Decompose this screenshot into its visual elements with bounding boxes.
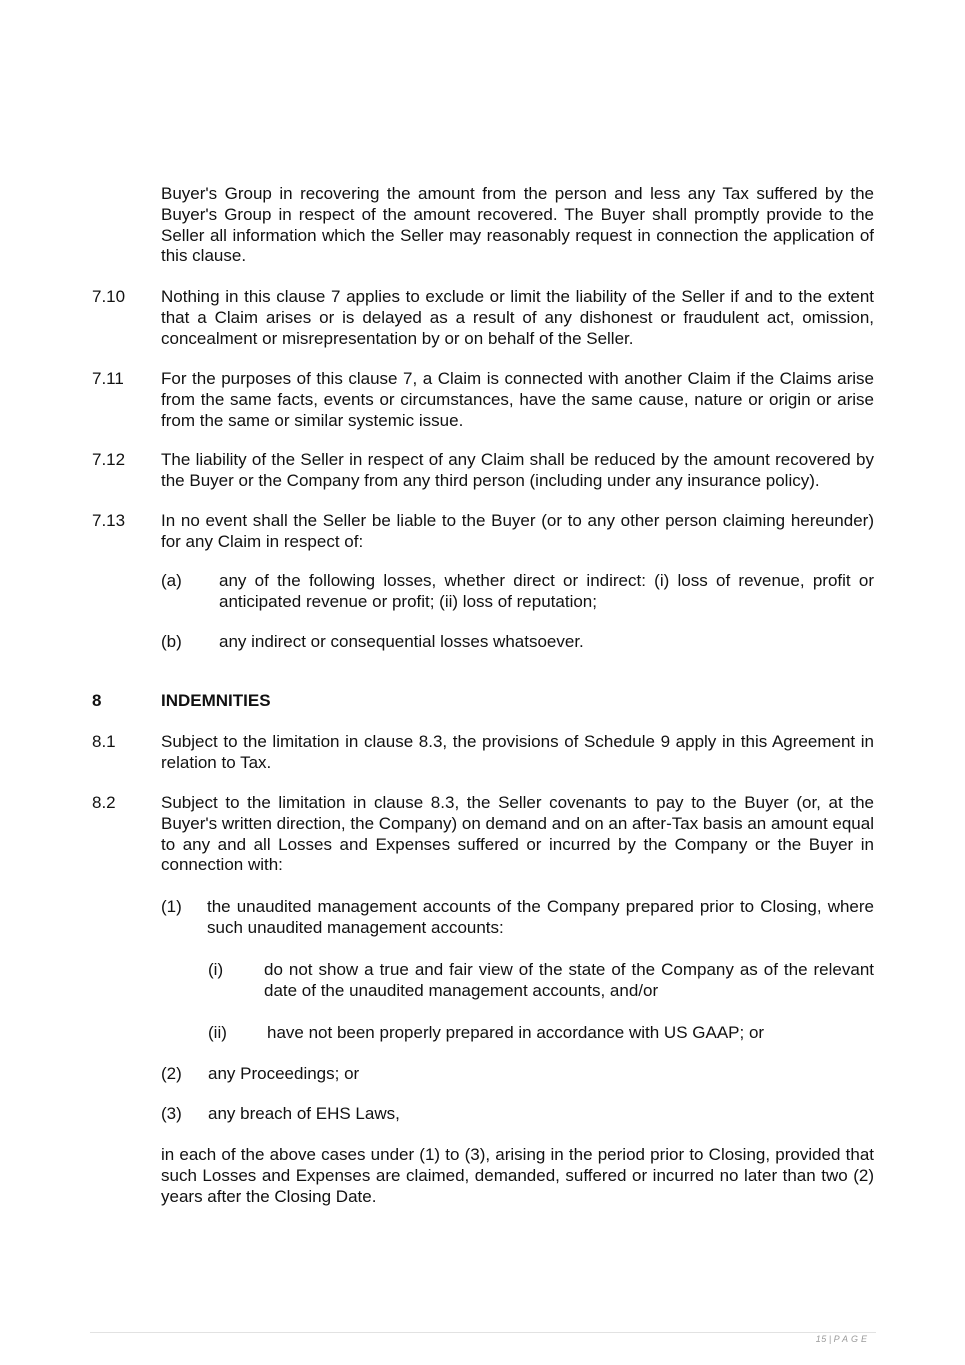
clause-8-1-text: Subject to the limitation in clause 8.3, the provisions of Schedule 9 apply in this Agreement in relation to Tax. <box>161 732 874 772</box>
sub-item-text: do not show a true and fair view of the state of the Company as of the relevant date of the unaudited management accounts, and/or <box>264 960 874 1000</box>
sub-item-label: (i) <box>208 960 224 979</box>
clause-8-2-number: 8.2 <box>92 793 116 812</box>
clause-7-13-text: In no event shall the Seller be liable to the Buyer (or to any other person claiming hereunder) for any Claim in respect of: <box>161 511 874 551</box>
footer-divider <box>90 1332 876 1333</box>
footer-separator: | <box>828 1334 832 1344</box>
clause-7-11-text: For the purposes of this clause 7, a Claim is connected with another Claim if the Claims arise from the same facts, events or circumstances, have the same cause, nature or origin or arise from the same or similar systemic issue. <box>161 369 874 430</box>
continuation-paragraph: Buyer's Group in recovering the amount from the person and less any Tax suffered by the Buyer's Group in respect of the amount recovered. The Buyer shall promptly provide to the Seller all information which the Seller may reasonably request in connection the application of this clause. <box>161 184 874 266</box>
clause-8-2-text: Subject to the limitation in clause 8.3, the Seller covenants to pay to the Buyer (or, at the Buyer's written direction, the Company) on demand and on an after-Tax basis an amount equal to any and all Losses and Expenses suffered or incurred by the Company or the Buyer in connection with: <box>161 793 874 875</box>
list-item-label: (2) <box>161 1064 182 1083</box>
clause-8-1-number: 8.1 <box>92 732 116 751</box>
list-item-label: (1) <box>161 897 182 916</box>
sub-item-label: (ii) <box>208 1023 227 1042</box>
clause-7-10-text: Nothing in this clause 7 applies to exclude or limit the liability of the Seller if and to the extent that a Claim arises or is delayed as a result of any dishonest or fraudulent act, omission, concealment or misrepresentation by or on behalf of the Seller. <box>161 287 874 348</box>
section-8-number: 8 <box>92 691 102 710</box>
sub-item-text: have not been properly prepared in accordance with US GAAP; or <box>267 1023 765 1042</box>
list-item-label: (3) <box>161 1104 182 1123</box>
list-item-label: (b) <box>161 632 182 651</box>
list-item-text: any Proceedings; or <box>208 1064 360 1083</box>
page-footer <box>700 1334 870 1344</box>
list-item-label: (a) <box>161 571 182 590</box>
clause-7-13-number: 7.13 <box>92 511 126 530</box>
list-item-text: any indirect or consequential losses whatsoever. <box>219 632 584 651</box>
clause-7-11-number: 7.11 <box>92 369 124 388</box>
clause-7-12-text: The liability of the Seller in respect of any Claim shall be reduced by the amount recovered by the Buyer or the Company from any third person (including under any insurance policy). <box>161 450 874 490</box>
section-8-title: INDEMNITIES <box>161 691 271 710</box>
list-item-text: the unaudited management accounts of the Company prepared prior to Closing, where such unaudited management accounts: <box>207 897 874 937</box>
clause-7-12-number: 7.12 <box>92 450 126 469</box>
page-number: 15 <box>815 1334 827 1344</box>
clause-7-10-number: 7.10 <box>92 287 126 306</box>
list-item-text: any breach of EHS Laws, <box>208 1104 400 1123</box>
clause-8-2-closing: in each of the above cases under (1) to (3), arising in the period prior to Closing, provided that such Losses and Expenses are claimed, demanded, suffered or incurred no later than two (2) years after the Closing Date. <box>161 1145 874 1206</box>
list-item-text: any of the following losses, whether direct or indirect: (i) loss of revenue, profit or anticipated revenue or profit; (ii) loss of reputation; <box>219 571 874 611</box>
page-word: PAGE <box>833 1334 870 1344</box>
